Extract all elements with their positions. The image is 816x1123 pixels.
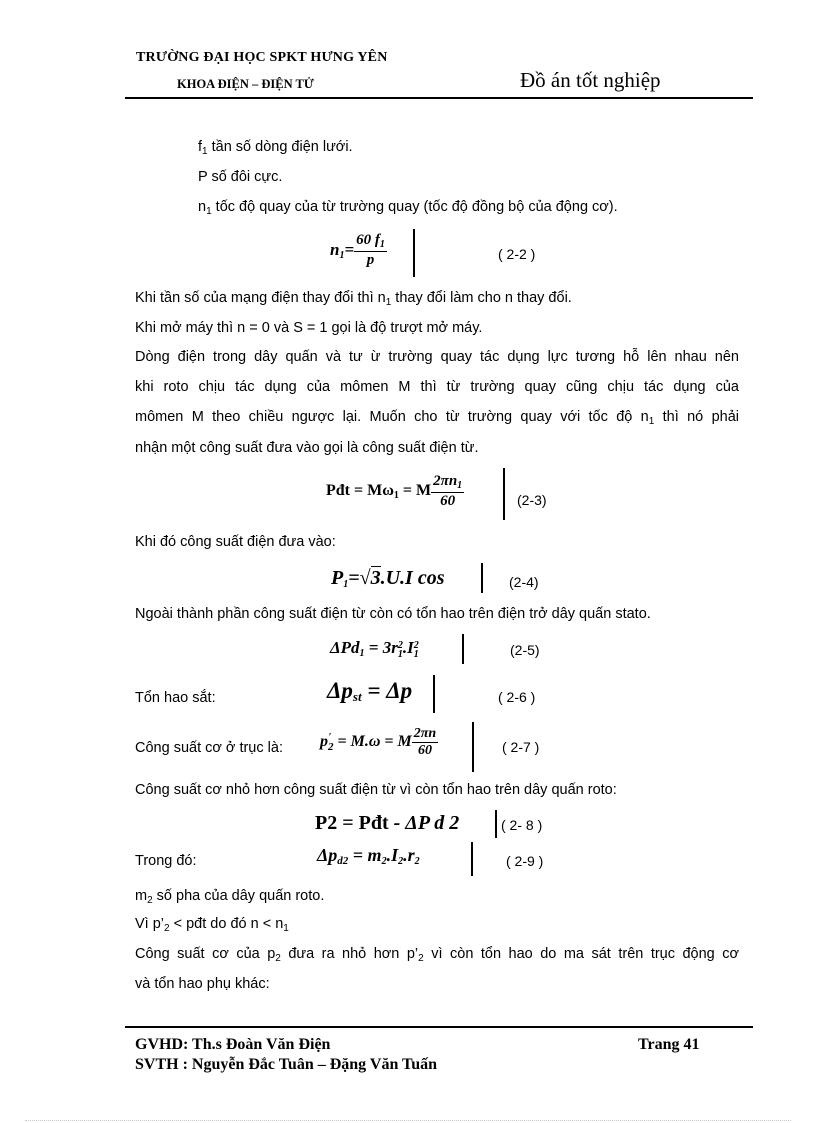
school-name: TRƯỜNG ĐẠI HỌC SPKT HƯNG YÊN <box>136 50 388 65</box>
paragraph-line: Dòng điện trong dây quấn và tư ừ trường quay tác dụng lực tương hỗ lên nhau nên <box>135 349 739 365</box>
equation-2-4: $P_1=√3.U.I$ cos <box>331 567 445 590</box>
equation-bar <box>462 634 464 664</box>
equation-bar <box>503 468 505 520</box>
equation-number: ( 2-6 ) <box>498 689 536 705</box>
student-names: SVTH : Nguyễn Đắc Tuân – Đặng Văn Tuấn <box>135 1056 438 1073</box>
paragraph-line: Công suất cơ của $p_2$ đưa ra nhỏ hơn $p’_2$ vì còn tổn hao do ma sát trên trục động cơ <box>135 946 739 964</box>
equation-2-7: p ' 2 = M.ω = M $\frac{2\pi n}{60}$ <box>320 726 437 759</box>
equation-number: (2-5) <box>510 642 540 658</box>
page-edge <box>25 1120 791 1121</box>
equation-2-2: $n_1=$ $\frac{60 f_1}{p}$ <box>330 232 385 268</box>
paragraph-line: và tổn hao phụ khác: <box>135 976 270 992</box>
equation-bar <box>433 675 435 713</box>
text-line: $f_1$ tần số dòng điện lưới. <box>198 139 353 157</box>
equation-bar <box>413 229 415 277</box>
document-title: Đồ án tốt nghiệp <box>520 68 661 92</box>
equation-number: (2-3) <box>517 492 547 508</box>
text-line-label: Trong đó: <box>135 853 197 869</box>
equation-number: ( 2-9 ) <box>506 853 544 869</box>
equation-bar <box>481 563 483 593</box>
equation-2-8: P2 = Pđt - ΔP d 2 <box>315 812 460 834</box>
equation-2-9: $\Delta p_{d2} = m_2.I_2.r_2$ <box>317 845 420 867</box>
equation-bar <box>471 842 473 876</box>
text-line-label: Công suất cơ ở trục là: <box>135 740 283 756</box>
text-line: Vì $p’_2$ < pđt do đó $n < n_1$ <box>135 916 289 934</box>
equation-number: ( 2-2 ) <box>498 246 536 262</box>
paragraph-line: nhận một công suất đưa vào gọi là công suất điện từ. <box>135 440 479 456</box>
header-rule <box>125 97 753 99</box>
equation-bar <box>472 722 474 772</box>
text-line: Khi tần số của mạng điện thay đổi thì $n_1$ thay đổi làm cho n thay đổi. <box>135 290 572 308</box>
text-line-label: Tổn hao sắt: <box>135 690 216 706</box>
equation-number: ( 2- 8 ) <box>501 817 543 833</box>
paragraph-line: khi roto chịu tác dụng của mômen M thì từ trường quay cũng chịu tác dụng của <box>135 379 739 395</box>
text-line: P số đôi cực. <box>198 169 283 185</box>
equation-2-3: Pđt = $M\omega_1 = M$ $\frac{2\pi n_1}{60}$ <box>326 473 463 509</box>
paragraph-line: mômen M theo chiều ngược lại. Muốn cho từ trường quay với tốc độ $n_1$ thì nó phải <box>135 409 739 427</box>
text-line: Công suất cơ nhỏ hơn công suất điện từ vì còn tổn hao trên dây quấn roto: <box>135 782 617 798</box>
equation-2-5: ΔPd$_1$ = 3r 2 1 .I 2 1 <box>330 638 419 660</box>
page-number: Trang 41 <box>638 1036 700 1053</box>
text-line: $m_2$ số pha của dây quấn roto. <box>135 888 325 906</box>
text-line: Khi đó công suất điện đưa vào: <box>135 534 336 550</box>
text-line: Ngoài thành phần công suất điện từ còn có tổn hao trên điện trở dây quấn stato. <box>135 606 651 622</box>
department-name: KHOA ĐIỆN – ĐIỆN TỬ <box>177 77 314 91</box>
text-line: Khi mở máy thì n = 0 và S = 1 gọi là độ trượt mở máy. <box>135 320 483 336</box>
equation-number: (2-4) <box>509 574 539 590</box>
text-line: $n_1$ tốc độ quay của từ trường quay (tốc độ đồng bộ của động cơ). <box>198 199 618 217</box>
footer-rule <box>125 1026 753 1028</box>
advisor-name: GVHD: Th.s Đoàn Văn Điện <box>135 1036 331 1053</box>
equation-2-6: $\Delta p_{st} = \Delta p$ <box>327 678 413 704</box>
equation-bar <box>495 810 497 838</box>
equation-number: ( 2-7 ) <box>502 739 540 755</box>
